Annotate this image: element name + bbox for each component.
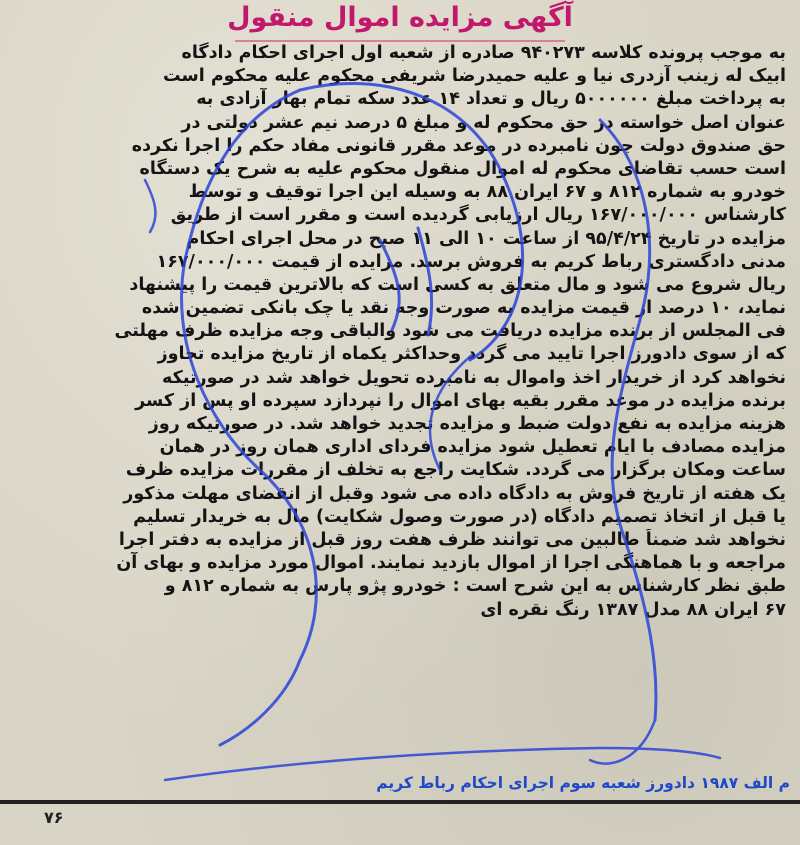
- body-line: حق صندوق دولت چون نامبرده در موعد مقرر قانونی مفاد حکم را اجرا نکرده: [131, 135, 786, 156]
- body-line: ساعت ومکان برگزار می گردد. شکایت راجع به تخلف از مقررات مزایده ظرف: [125, 460, 786, 481]
- body-line: مزایده در تاریخ ۹۵/۴/۲۴ از ساعت ۱۰ الی ۱۱ صبح در محل اجرای احکام: [186, 228, 786, 249]
- body-line: فی المجلس از برنده مزایده دریافت می شود والباقی وجه مزایده ظرف مهلتی: [114, 321, 786, 342]
- body-line: به موجب پرونده کلاسه ۹۴۰۲۷۳ صادره از شعبه اول اجرای احکام دادگاه: [181, 43, 786, 63]
- body-line: ۶۷ ایران ۸۸ مدل ۱۳۸۷ رنگ نقره ای: [480, 599, 786, 620]
- footer-divider: [0, 800, 800, 804]
- publication-reference: م الف ۱۹۸۷ دادورز شعبه سوم اجرای احکام رباط کریم: [376, 774, 790, 792]
- body-line: که از سوی دادورز اجرا تایید می گردد وحداکثر یکماه از تاریخ مزایده تجاوز: [157, 344, 786, 365]
- body-line: طبق نظر کارشناس به این شرح است : خودرو پژو پارس به شماره ۸۱۲ و: [164, 576, 786, 597]
- body-line: یا قبل از اتخاذ تصمیم دادگاه (در صورت وصول شکایت) مال به خریدار تسلیم: [133, 506, 786, 527]
- notice-body: [14, 42, 786, 622]
- body-line: کارشناس ۱۶۷/۰۰۰/۰۰۰ ریال ارزیابی گردیده است و مقرر است از طریق: [170, 205, 786, 226]
- body-line: هزینه مزایده به نفع دولت ضبط و مزایده تجدید خواهد شد. در صورتیکه روز: [148, 414, 786, 434]
- body-line: ابیک له زینب آزدری نیا و علیه حمیدرضا شریفی محکوم علیه محکوم است: [163, 66, 786, 87]
- body-line: نخواهد کرد از خریدار اخذ واموال به نامبرده تحویل خواهد شد در صورتیکه: [162, 367, 786, 388]
- body-line: یک هفته از تاریخ فروش به دادگاه داده می شود وقبل از انقضای مهلت مذکور: [123, 483, 786, 504]
- body-line: نماید، ۱۰ درصد از قیمت مزایده به صورت وجه نقد یا چک بانکی تضمین شده: [141, 298, 786, 319]
- body-line: خودرو به شماره ۸۱۲ و ۶۷ ایران ۸۸ به وسیله این اجرا توقیف و توسط: [188, 182, 786, 203]
- body-line: به پرداخت مبلغ ۵۰۰۰۰۰۰ ریال و تعداد ۱۴ عدد سکه تمام بهار آزادی به: [196, 89, 786, 110]
- body-line: ریال شروع می شود و مال متعلق به کسی است که بالاترین قیمت را پیشنهاد: [129, 274, 786, 295]
- body-line: است حسب تقاضای محکوم له اموال منقول محکوم علیه به شرح یک دستگاه: [139, 158, 786, 179]
- body-line: برنده مزایده در موعد مقرر بقیه بهای اموال را نپردازد سپرده او پس از کسر: [135, 390, 786, 411]
- body-line: مدنی دادگستری رباط کریم به فروش برسد. مزایده از قیمت ۱۶۷/۰۰۰/۰۰۰: [156, 251, 786, 272]
- page-number: ۷۶: [44, 808, 64, 827]
- body-line: مزایده مصادف با ایام تعطیل شود مزایده فردای اداری همان روز در همان: [159, 437, 786, 458]
- body-line: نخواهد شد ضمناً طالبین می توانند ظرف هفت روز قبل از مزایده به دفتر اجرا: [118, 529, 786, 550]
- body-line: عنوان اصل خواسته در حق محکوم له و مبلغ ۵ درصد نیم عشر دولتی در: [181, 112, 786, 133]
- notice-title: آگهی مزایده اموال منقول: [227, 2, 573, 33]
- body-line: مراجعه و با هماهنگی اجرا از اموال بازدید نمایند. اموال مورد مزایده و بهای آن: [116, 553, 786, 574]
